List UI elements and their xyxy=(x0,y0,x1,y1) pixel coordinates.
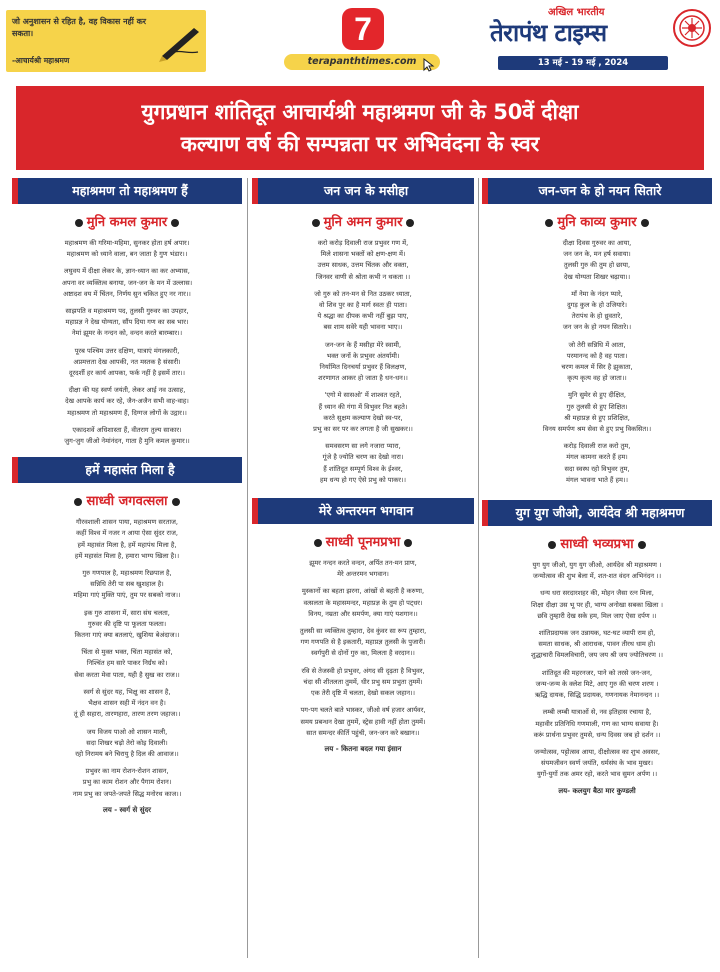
poem-line: दीक्षा की यह स्वर्ण जयंती, लेकर आई नव उत्साह, xyxy=(68,386,186,395)
poem-line: युगों-युगों तक अमर रहो, करते भाव सुमन अर्पण ।। xyxy=(536,770,658,779)
stanza xyxy=(12,727,242,761)
poem-block xyxy=(12,457,242,814)
stanza xyxy=(482,238,712,283)
poem-line: महिमा गाएं मुक्ति पाएं, तुम पर सबको नाज।। xyxy=(73,591,181,600)
poem-line: करूं प्रार्थना प्रभुवर तुमसे, धन्य दिवस जब हो दर्शन ।। xyxy=(533,730,661,739)
poem-line: नेमां झूमर के नन्दन को, वन्दन करते बारम्बार।। xyxy=(71,329,183,338)
poem-line: महाश्रमण को ध्याने वाला, बन जाता है गुण भंडार।। xyxy=(66,250,188,259)
poem-line: कितना गाएं क्या बतलाएं, खुशिया बेअंदाज।। xyxy=(74,631,180,640)
poem-line: करो करोड़ दिवाली राज प्रभुवर गण में, xyxy=(317,239,409,247)
tune-note: लय - स्वर्ग से सुंदर xyxy=(102,805,152,814)
stanza xyxy=(252,340,474,385)
page-header xyxy=(0,0,720,82)
poem-line: तुलसी गुरु की तुम हो छाया, xyxy=(563,261,631,270)
pen-icon xyxy=(154,22,204,62)
poem-line: जो गुरु को तन-मन से नित उठकर ध्याता, xyxy=(314,289,412,298)
poem-line: तुलसी सा व्यक्तित्व तुम्हारा, देव कुंवर सा रूप तुम्हारा, xyxy=(299,627,427,636)
stanza xyxy=(252,586,474,620)
section-heading: युग युग जीओ, आर्यदेव श्री महाश्रमण xyxy=(482,500,712,526)
stanza xyxy=(482,390,712,435)
poem-line: जन जन के हो नयन सितारे।। xyxy=(562,323,632,332)
poem-line: धन्य धरा सरदारशहर की, मोहन जैसा रत्न मिला, xyxy=(540,589,654,598)
stanza xyxy=(482,707,712,741)
poem-line: जन्मोत्सव की शुभ बेला में, शत-शत वंदन अभिनंदन ।। xyxy=(532,572,662,581)
poem-line: विनय, नम्रता और समर्पण, क्या गाएं यशगान।। xyxy=(308,609,418,618)
poem-line: शरणागत आकर हो जाता है धन-धन।। xyxy=(318,374,408,383)
stanza xyxy=(482,289,712,334)
poem-line: हैं शांतिदूत सम्पूर्ण विश्व के ईश्वर, xyxy=(323,464,403,473)
poem-line: मेरे अन्तरमन भगवान। xyxy=(337,570,389,579)
poem-line: कृत्य कृत्य वह हो जाता।। xyxy=(567,374,627,383)
column-right xyxy=(482,178,712,796)
poem-line: प्रभुवर का नाम रोशन-रोशन शासन, xyxy=(85,767,169,776)
poem-line: समता साधक, श्री आराधक, पावन तीरथ धाम हो। xyxy=(538,640,656,649)
section-heading: हमें महासंत मिला है xyxy=(12,457,242,483)
poem-line: निश्चिंत हम सारे पाकर निर्ग्रंथ को। xyxy=(86,659,168,668)
poem-body xyxy=(482,238,712,486)
poet-name-text: मुनि काव्य कुमार xyxy=(557,215,637,230)
poem-line: भक्त जनों के प्रभुवर अंतर्यामी। xyxy=(326,351,400,360)
poet-name-text: साध्वी भव्यप्रभा xyxy=(560,537,634,553)
poet-name xyxy=(482,534,712,552)
poem-line: गौरवशाली शासन पाया, महाश्रमण सरताज, xyxy=(75,518,179,527)
poem-line: हम धन्य हो गए ऐसे प्रभु को पाकर।। xyxy=(320,475,406,484)
poem-line: कहीं विश्व में नजर न आया ऐसा सुंदर राज, xyxy=(76,529,178,538)
poem-line: शांतिप्रदायक जन उन्नायक, घट-घट व्यापी राम हो, xyxy=(538,629,656,638)
poem-line: दुगड़ कुल के हो उजियारे। xyxy=(567,301,627,310)
poem-line: दीक्षा दिवस गुरुवर का आया, xyxy=(562,239,632,247)
column-divider xyxy=(247,178,248,958)
stanza xyxy=(12,425,242,447)
poem-line: हमें महासंत मिला है, हमारा भाग्य खिला है।। xyxy=(74,551,180,560)
stanza xyxy=(252,626,474,660)
poem-line: चिंता से मुक्त भक्त, चिंता महासंत को, xyxy=(81,648,173,657)
stanza xyxy=(252,558,474,580)
title-line-2: कल्याण वर्ष की सम्पन्नता पर अभिवंदना के स्वर xyxy=(180,132,540,156)
column-left xyxy=(12,178,242,815)
quote-box xyxy=(6,10,206,72)
poet-name-text: साध्वी जगवत्सला xyxy=(86,494,168,510)
poet-name-text: मुनि अमन कुमार xyxy=(323,215,403,230)
poem-line: विनय समर्पण श्रम सेवा से हुए प्रभु विकसित।। xyxy=(542,425,652,434)
poem-line: एक तेरी दृष्टि में चलता, देखो सकल जहान।। xyxy=(310,689,416,698)
poem-line: गुरुवर की दृष्टि पा फूलता फलता। xyxy=(87,619,167,628)
quote-text: जो अनुशासन से रहित है, वह विकास नहीं कर सकता। xyxy=(12,17,147,38)
poem-line: चरण कमल में सिर है झुकाता, xyxy=(561,363,633,372)
emblem-icon xyxy=(672,8,712,48)
poem-line: गण गणपति से है इकतारी, महाप्रज्ञ तुलसी के पुजारी। xyxy=(300,638,426,647)
bullet-dot-icon xyxy=(638,541,646,549)
poem-line: मुस्कानों का बहता झरना, आंखों से बहती है करुणा, xyxy=(301,587,425,596)
bullet-dot-icon xyxy=(172,498,180,506)
poem-line: संयमजीवन स्वर्ण जयंति, धर्मसंघ के भाव मुखर। xyxy=(541,759,653,768)
poem-line: सदा स्वस्थ रहो विभुवर तुम, xyxy=(564,464,630,473)
poem-line: नाम प्रभु का जपते-जपते सिद्ध मनोरथ काज।। xyxy=(72,789,182,798)
poem-line: गुरु तुलसी से हुए शिक्षित। xyxy=(566,402,628,411)
bullet-dot-icon xyxy=(312,219,320,227)
poem-line: तेरापंथ के हो ध्रुवतारे, xyxy=(571,312,623,321)
poem-line: महाश्रमण तो महाश्रमण हैं, दिग्गज लोगों के उद्गार।। xyxy=(67,408,187,417)
poem-line: देख योग्यता शिखर चढ़ाया।। xyxy=(563,272,631,281)
poem-body xyxy=(252,238,474,486)
bullet-dot-icon xyxy=(171,219,179,227)
poem-line: करते सुक्षम कल्याण देखो स्व-पर, xyxy=(323,413,403,422)
poem-line: लघुवय में दीक्षा लेकर के, ज्ञान-ध्यान का कर अभ्यास, xyxy=(64,267,190,276)
poet-name-text: मुनि कमल कुमार xyxy=(86,215,168,230)
stanza xyxy=(12,346,242,380)
poem-line: तूं ही सहारा, तारणहारा, तारण तरण जहाज।। xyxy=(73,710,181,719)
poem-line: महाप्रज्ञ ने देख योग्यता, सौंप दिया गण का सब भार। xyxy=(65,318,189,327)
poem-line: चंदा सी शीतलता तुममें, धीर प्रभु सम प्रभुता तुममें। xyxy=(303,677,423,686)
poem-line: शिक्षा दीक्षा उस भू पर ही, भाग्य अनोखा सबका खिला । xyxy=(531,600,663,609)
poem-block xyxy=(252,498,474,754)
poem-line: स्वर्गपुरी से दोनों गुरु का, मिलता है वरदान।। xyxy=(311,649,415,658)
poem-line: निर्यामित दिनचर्या प्रभुवर हैं विलक्षण, xyxy=(319,363,407,372)
poem-line: वो शिव पुर का है मार्ग स्वतः ही पाता। xyxy=(318,301,408,310)
poem-line: जन-जन के हैं मसीहा मेरे स्वामी, xyxy=(324,340,402,349)
bullet-dot-icon xyxy=(74,498,82,506)
tune-note: लय- कलयुग बैठा मार कुण्डली xyxy=(558,786,636,795)
cursor-click-icon xyxy=(420,56,436,72)
poem-line: जो तेरी सन्निधि में आता, xyxy=(568,340,626,349)
section-heading: जन-जन के हो नयन सितारे xyxy=(482,178,712,204)
poem-line: जिनवर वाणी से श्रोता कभी न थकता ।। xyxy=(315,272,411,281)
title-line-1: युगप्रधान शांतिदूत आचार्यश्री महाश्रमण जी के 50वें दीक्षा xyxy=(141,100,579,124)
poet-name xyxy=(482,212,712,230)
poem-line: झूमर नन्दन करते वन्दन, अर्पित तन-मन प्राण, xyxy=(309,559,417,568)
poem-line: ऋद्धि दायक, सिद्धि प्रदायक, गणनायक नेमानन्दन ।। xyxy=(534,691,660,700)
poem-line: समय प्रबन्धन देखा तुममें, स्ट्रेस हावी नहीं होता तुममें। xyxy=(300,717,426,726)
poem-line: उत्तम साधक, उत्तम चिंतक और वक्ता, xyxy=(317,261,409,270)
section-heading: जन जन के मसीहा xyxy=(252,178,474,204)
masthead-subtitle: अखिल भारतीय xyxy=(548,7,605,18)
stanza xyxy=(482,588,712,622)
poem-line: सदा शिखर चढ़ो तेरो कोइ दिवाली। xyxy=(86,738,168,747)
bullet-dot-icon xyxy=(641,219,649,227)
stanza xyxy=(482,340,712,385)
poem-line: सन्निधि तेरी पा सब खुशहाल है। xyxy=(90,580,164,589)
poem-body xyxy=(12,238,242,447)
poem-line: शुद्धाचारी विमलविचारी, जय जय श्री जय ज्योतिचरण ।। xyxy=(531,651,663,660)
stanza xyxy=(252,390,474,435)
poem-block xyxy=(252,178,474,486)
column-middle xyxy=(252,178,474,754)
poem-line: प्रभु का सर पर कर लगता है जी सुखकर।। xyxy=(313,425,413,434)
poem-line: अपना वर व्यक्तित्व बनाया, जन-जन के मन में उल्लास। xyxy=(61,278,193,287)
poem-line: जुग-जुग जीओ नेमांनंदन, गाता है मुनि कमल कुमार।। xyxy=(64,437,190,446)
poem-line: पूरब पश्चिम उत्तर दक्षिण, यात्राएं मंगलकारी, xyxy=(74,346,180,355)
stanza xyxy=(252,666,474,700)
poem-line: रवि से तेजस्वी हो प्रभुवर, अंगद सी दृढ़ता है विभुवर, xyxy=(301,666,425,675)
poem-line: ये श्रद्धा का दीपक कभी नहीं बुझ पाए, xyxy=(317,312,409,321)
poem-line: मंगल कामना करते हैं हम। xyxy=(566,453,628,462)
stanza xyxy=(252,289,474,334)
poem-body xyxy=(252,558,474,739)
section-heading: मेरे अन्तरमन भगवान xyxy=(252,498,474,524)
tune-note: लय - कितना बदल गया इंसान xyxy=(324,744,402,753)
poem-line: लम्बी लम्बी यात्राओं से, नव इतिहास रचाया है, xyxy=(542,708,652,717)
logo-seven: 7 xyxy=(342,8,384,50)
poet-name xyxy=(12,212,242,230)
stanza xyxy=(12,306,242,340)
title-banner xyxy=(16,86,704,170)
poem-line: पग-पग चलते बाते भास्कर, जीओ वर्ष हजार आर्यवर, xyxy=(300,706,426,715)
poem-body xyxy=(12,517,242,799)
poem-body xyxy=(482,560,712,780)
poem-line: रहो निरामय बने चिरायु है दिल की आवाज।। xyxy=(75,749,179,758)
stanza xyxy=(12,517,242,562)
bullet-dot-icon xyxy=(545,219,553,227)
poet-name xyxy=(12,491,242,509)
bullet-dot-icon xyxy=(314,539,322,547)
poem-line: बस शाम सवेरे यही भावना भाए।। xyxy=(323,323,403,332)
stanza xyxy=(482,668,712,702)
poem-line: श्री महाप्रज्ञ से हुए प्रशिक्षित, xyxy=(564,413,630,422)
stanza xyxy=(12,608,242,642)
poem-line: समवसरण सा लगे नजारा प्यारा, xyxy=(325,442,401,451)
poem-line: महावीर प्रतिनिधि गणमाली, गण का भाग्य सवाया है। xyxy=(535,719,659,728)
poet-name xyxy=(252,212,474,230)
poem-line: भैक्षव शासन सही में नंदन वन है। xyxy=(88,699,166,708)
poem-line: युग युग जीओ, युग युग जीओ, आर्यदेव श्री महाश्रमण । xyxy=(532,561,662,570)
poem-line: हैं ध्यान की गंगा में विभुवर नित बहते। xyxy=(318,402,408,411)
poem-line: दूरदर्शी हर कार्य आपका, फर्क नहीं है इसमें तार।। xyxy=(68,369,186,378)
poem-line: माँ नेमा के नंदन प्यारे, xyxy=(571,289,623,298)
poem-line: करोड़ दिवाली राज करो तुम, xyxy=(563,442,631,451)
stanza xyxy=(482,628,712,662)
quote-author: -आचार्यश्री महाश्रमण xyxy=(12,56,70,65)
poem-line: महाश्रमण की गरिमा-महिमा, सुनकर होता हर्ष अपार। xyxy=(64,239,190,247)
poem-line: देख आपके कार्य कर रहे, जैन-अजैन सभी वाह-वाह। xyxy=(65,397,189,406)
poem-line: मुनि सुमेर से हुए दीक्षित, xyxy=(568,391,626,400)
poem-line: गुरु गणपाल है, महाश्रमण रिछपाल है, xyxy=(82,569,172,578)
bullet-dot-icon xyxy=(404,539,412,547)
bullet-dot-icon xyxy=(548,541,556,549)
date-range: 13 मई - 19 मई , 2024 xyxy=(498,56,668,70)
stanza xyxy=(252,441,474,486)
poem-line: एकादशवें अधिशास्ता हैं, वीतराग तुल्य साकार। xyxy=(72,425,182,434)
poem-line: जन जन के, मन हर्ष सवाया। xyxy=(563,250,631,259)
poem-block xyxy=(482,178,712,486)
bullet-dot-icon xyxy=(406,219,414,227)
poem-line: हमें महासंत मिला है, हमें महापंथ मिला है, xyxy=(77,540,177,549)
poem-line: छवि तुम्हारी देख सके हम, मिल जाए ऐसा दर्पण ।। xyxy=(537,611,657,620)
website-link[interactable]: terapanthtimes.com xyxy=(284,54,440,70)
poem-line: अष्टादश वय में चिंतन, निर्णय सुन चकित हुए नर नार।। xyxy=(63,289,191,298)
stanza xyxy=(482,747,712,781)
poem-line: प्रभु का काम रोशन और पैगाम रोशन। xyxy=(82,778,172,787)
poem-line: मंगल भावना भाते हैं हम।। xyxy=(566,475,628,484)
stanza xyxy=(12,238,242,260)
poem-line: साझपति व महाश्रमण पद, तुलसी गुरुवर का उपहार, xyxy=(65,307,189,316)
stanza xyxy=(482,560,712,582)
column-divider xyxy=(478,178,479,958)
stanza xyxy=(12,647,242,681)
stanza xyxy=(12,266,242,300)
poem-line: स्वर्ग से सुंदर यह, भिक्षु का शासन है, xyxy=(83,687,171,696)
poem-block xyxy=(482,500,712,795)
poem-line: वत्सलता के महासमन्दर, महाप्रज्ञ के तुम हो पट्धर। xyxy=(303,598,423,607)
masthead-title: तेरापंथ टाइम्स xyxy=(490,19,607,47)
poem-line: अप्रमत्तता देख आपकी, नत मस्तक है संसारी। xyxy=(73,357,181,366)
stanza xyxy=(482,441,712,486)
stanza xyxy=(12,568,242,602)
poem-line: सात समन्दर कीर्ति पहुंची, जन-जन करे बखान।। xyxy=(306,728,420,737)
bullet-dot-icon xyxy=(75,219,83,227)
stanza xyxy=(12,385,242,419)
stanza xyxy=(252,238,474,283)
poem-block xyxy=(12,178,242,447)
poem-line: परमानन्द को है वह पाता। xyxy=(566,351,628,360)
poem-line: जन्मोत्सव, पट्टोत्सव आया, दीक्षोत्सव का शुभ अवसर, xyxy=(534,747,660,756)
poem-line: गूंजे है ज्योति चरण का देखो नारा। xyxy=(322,453,404,462)
stanza xyxy=(12,687,242,721)
poem-line: जय विजय पाओ ओ शासन माली, xyxy=(86,727,168,736)
poem-line: इक गुरु शासना में, सारा संघ चलता, xyxy=(84,608,170,617)
poet-name-text: साध्वी पूनमप्रभा xyxy=(325,535,401,551)
stanza xyxy=(252,705,474,739)
poem-line: मिले शासना भक्तों को क्षण-क्षण में। xyxy=(320,250,406,259)
section-heading: महाश्रमण तो महाश्रमण हैं xyxy=(12,178,242,204)
poet-name xyxy=(252,532,474,550)
poem-line: सेवा करता मेवा पाता, यही है सुख का राज।। xyxy=(74,670,180,679)
poem-line: जन्म-जन्म के क्लेश मिटे, आए गुरु की चरण शरण । xyxy=(535,679,659,688)
stanza xyxy=(12,766,242,800)
poem-line: शांतिदूत की महरनजर, पाने को तरसे जन-जन, xyxy=(541,668,653,677)
poem-line: 'एगो मे सासओ' में शाश्वत रहते, xyxy=(324,391,402,400)
